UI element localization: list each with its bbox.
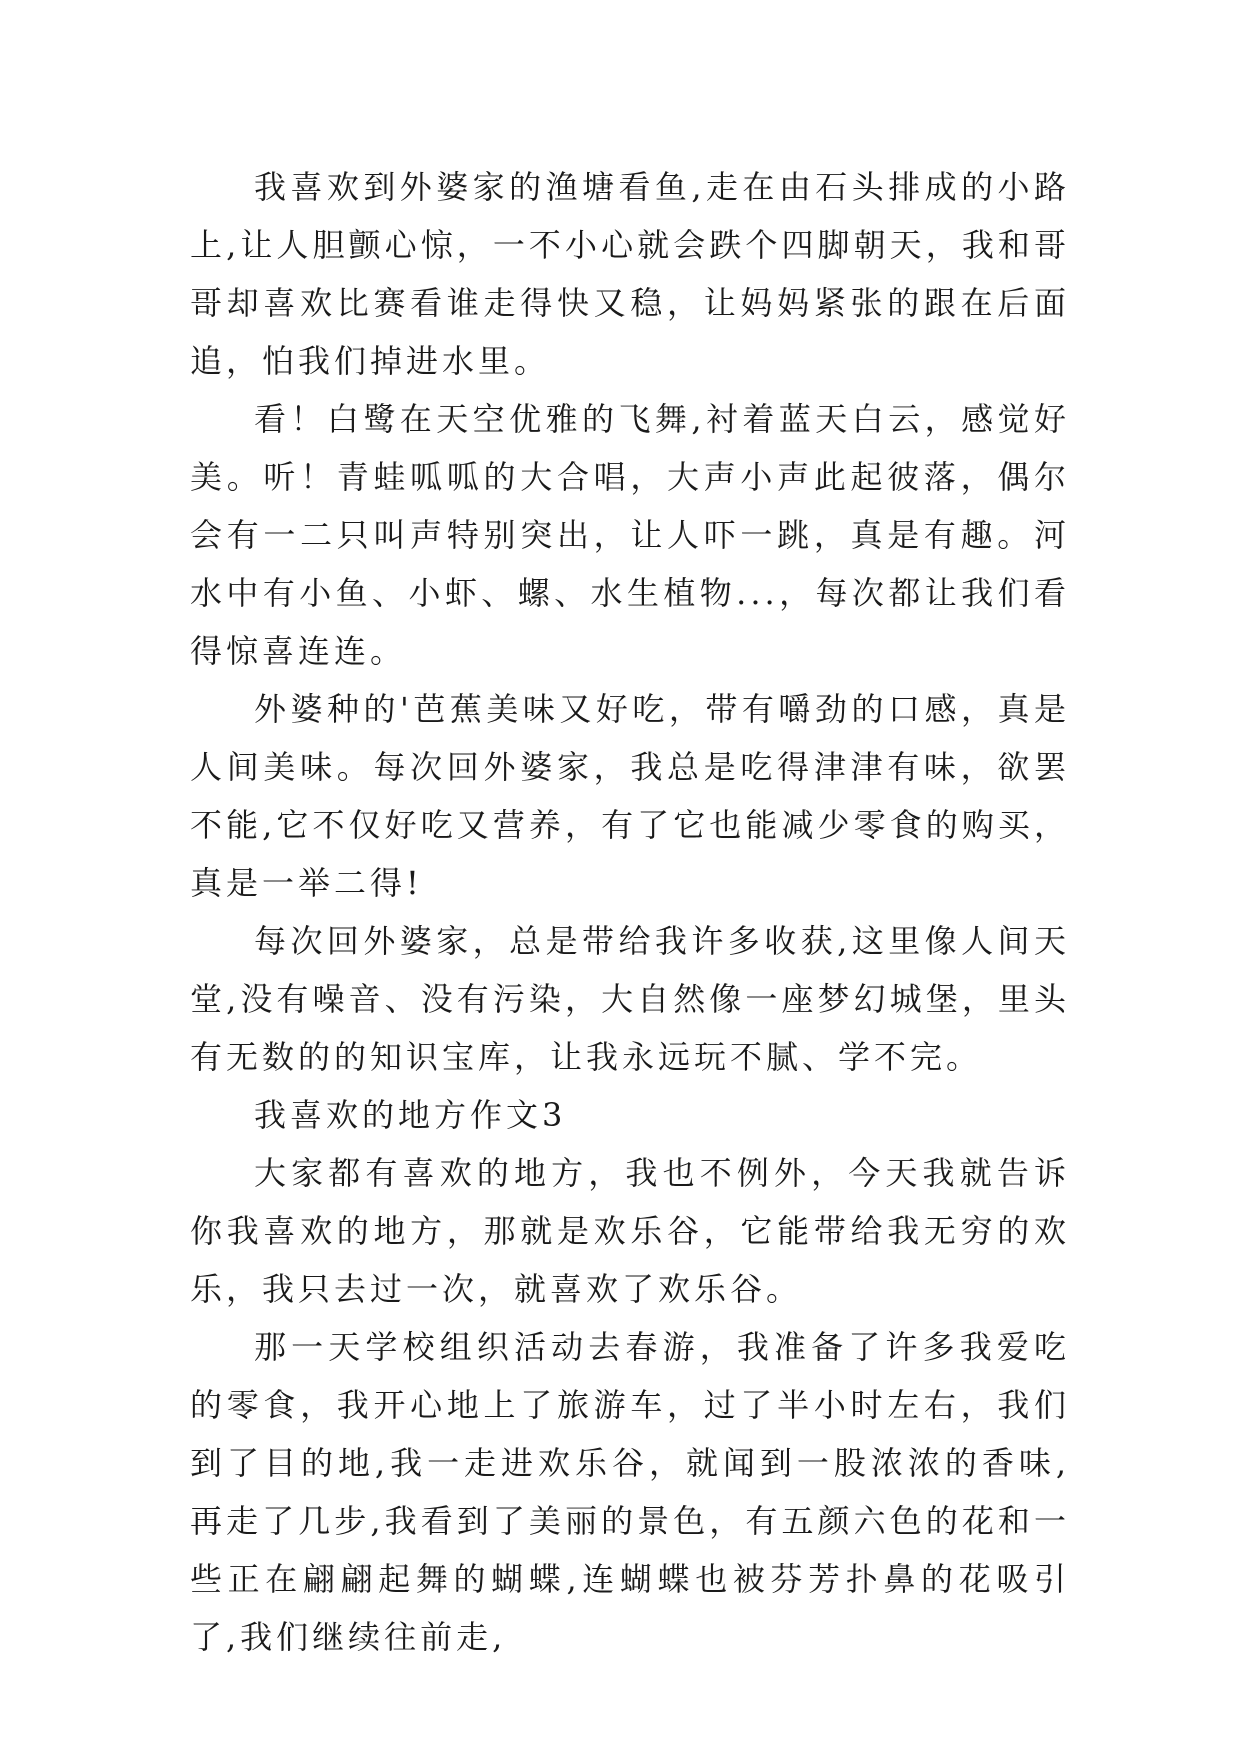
document-body [190,158,1070,1666]
paragraph-harvest: 每次回外婆家，总是带给我许多收获,这里像人间天堂,没有噪音、没有污染，大自然像一座梦幻城堡，里头有无数的的知识宝库，让我永远玩不腻、学不完。 [190,922,1070,1076]
paragraph-egret-frogs: 看！白鹭在天空优雅的飞舞,衬着蓝天白云，感觉好美。听！青蛙呱呱的大合唱，大声小声此起彼落，偶尔会有一二只叫声特别突出，让人吓一跳，真是有趣。河水中有小鱼、小虾、螺、水生植物...，每次都让我们看得惊喜连连。 [190,400,1070,670]
section-title: 我喜欢的地方作文3 [254,1096,567,1134]
paragraph-spring-trip: 那一天学校组织活动去春游，我准备了许多我爱吃的零食，我开心地上了旅游车，过了半小时左右，我们到了目的地,我一走进欢乐谷，就闻到一股浓浓的香味,再走了几步,我看到了美丽的景色，有五颜六色的花和一些正在翩翩起舞的蝴蝶,连蝴蝶也被芬芳扑鼻的花吸引了,我们继续往前走, [190,1328,1070,1656]
paragraph-happy-valley: 大家都有喜欢的地方，我也不例外，今天我就告诉你我喜欢的地方，那就是欢乐谷，它能带给我无穷的欢乐，我只去过一次，就喜欢了欢乐谷。 [190,1154,1070,1308]
paragraph-banana: 外婆种的'芭蕉美味又好吃，带有嚼劲的口感，真是人间美味。每次回外婆家，我总是吃得津津有味，欲罢不能,它不仅好吃又营养，有了它也能减少零食的购买，真是一举二得! [190,690,1070,902]
paragraph-fishpond: 我喜欢到外婆家的渔塘看鱼,走在由石头排成的小路上,让人胆颤心惊，一不小心就会跌个四脚朝天，我和哥哥却喜欢比赛看谁走得快又稳，让妈妈紧张的跟在后面追，怕我们掉进水里。 [190,168,1070,380]
